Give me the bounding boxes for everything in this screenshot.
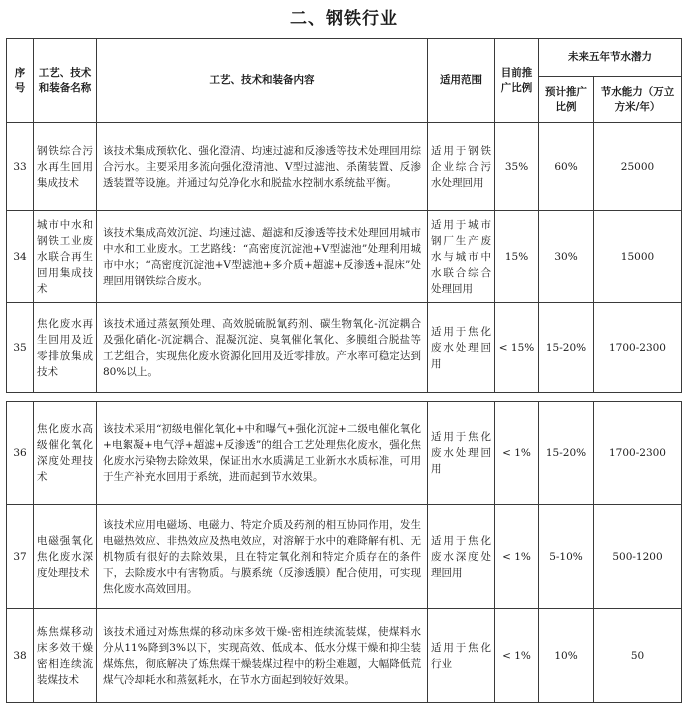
table-row	[7, 609, 682, 703]
header-capacity: 节水能力（万立方米/年）	[594, 77, 682, 123]
row-name: 钢铁综合污水再生回用集成技术	[34, 123, 97, 211]
row-capacity: 1700-2300	[594, 402, 682, 505]
row-capacity: 15000	[594, 211, 682, 303]
technology-table-part1	[6, 38, 682, 393]
row-seq: 38	[7, 609, 34, 703]
row-scope: 适用于城市钢厂生产废水与城市中水联合综合处理回用	[428, 211, 495, 303]
row-capacity: 25000	[594, 123, 682, 211]
header-current-ratio: 目前推广比例	[495, 39, 539, 123]
row-seq: 36	[7, 402, 34, 505]
row-expected-ratio: 30%	[539, 211, 594, 303]
row-content: 该技术采用“初级电催化氧化+中和曝气+强化沉淀+二级电催化氧化+电絮凝+电气浮+超滤+反渗透”的组合工艺处理焦化废水，强化焦化废水污染物去除效果，保证出水水质满足工业新水水质标准，可用于生产补充水回用于系统，进而起到节水效果。	[97, 402, 428, 505]
row-content: 该技术应用电磁场、电磁力、特定介质及药剂的相互协同作用，发生电磁热效应、非热效应及热电效应，对溶解于水中的难降解有机、无机物质有很好的去除效果，且在特定氧化剂和特定介质存在的条件下，去除废水中有害物质。与膜系统（反渗透膜）配合使用，可实现焦化废水高效回用。	[97, 505, 428, 609]
header-potential: 未来五年节水潜力	[539, 39, 682, 77]
section-title: 二、钢铁行业	[290, 9, 398, 29]
row-seq: 35	[7, 303, 34, 393]
header-seq: 序号	[7, 39, 34, 123]
row-expected-ratio: 10%	[539, 609, 594, 703]
row-expected-ratio: 5-10%	[539, 505, 594, 609]
row-scope: 适用于焦化废水处理回用	[428, 303, 495, 393]
row-name: 电磁强氧化焦化废水深度处理技术	[34, 505, 97, 609]
row-current-ratio: < 1%	[495, 609, 539, 703]
row-name: 焦化废水高级催化氧化深度处理技术	[34, 402, 97, 505]
row-content: 该技术通过对炼焦煤的移动床多效干燥-密相连续流装煤，使煤料水分从11%降到3%以下，实现高效、低成本、低水分煤干燥和抑尘装煤炼焦，彻底解决了炼焦煤干燥装煤过程中的粉尘难题，大幅降低荒煤气冷却耗水和蒸氨耗水，在节水方面起到较好效果。	[97, 609, 428, 703]
row-expected-ratio: 15-20%	[539, 402, 594, 505]
row-scope: 适用于焦化废水处理回用	[428, 402, 495, 505]
technology-table-part2	[6, 401, 682, 703]
header-scope: 适用范围	[428, 39, 495, 123]
row-current-ratio: 35%	[495, 123, 539, 211]
header-name: 工艺、技术和装备名称	[34, 39, 97, 123]
table-row	[7, 123, 682, 211]
row-current-ratio: < 1%	[495, 505, 539, 609]
table-row	[7, 505, 682, 609]
row-capacity: 50	[594, 609, 682, 703]
row-name: 焦化废水再生回用及近零排放集成技术	[34, 303, 97, 393]
row-content: 该技术集成高效沉淀、均速过滤、超滤和反渗透等技术处理回用城市中水和工业废水。工艺路线：“高密度沉淀池+V型滤池”处理利用城市中水；“高密度沉淀池+V型滤池+多介质+超滤+反渗透+混床”处理回用钢铁综合废水。	[97, 211, 428, 303]
row-current-ratio: < 1%	[495, 402, 539, 505]
row-seq: 33	[7, 123, 34, 211]
row-seq: 37	[7, 505, 34, 609]
row-expected-ratio: 60%	[539, 123, 594, 211]
row-content: 该技术集成预软化、强化澄清、均速过滤和反渗透等技术处理回用综合污水。主要采用多流向强化澄清池、V型过滤池、杀菌装置、反渗透装置等设施。并通过勾兑净化水和脱盐水控制水系统盐平衡。	[97, 123, 428, 211]
row-content: 该技术通过蒸氨预处理、高效脱硫脱氰药剂、碳生物氧化-沉淀耦合及强化硝化-沉淀耦合、混凝沉淀、臭氧催化氧化、多膜组合脱盐等工艺组合，实现焦化废水资源化回用及近零排放。产水率可稳定达到80%以上。	[97, 303, 428, 393]
row-current-ratio: 15%	[495, 211, 539, 303]
row-scope: 适用于钢铁企业综合污水处理回用	[428, 123, 495, 211]
row-capacity: 1700-2300	[594, 303, 682, 393]
row-seq: 34	[7, 211, 34, 303]
table-row	[7, 211, 682, 303]
header-expected-ratio: 预计推广比例	[539, 77, 594, 123]
row-capacity: 500-1200	[594, 505, 682, 609]
table-row	[7, 402, 682, 505]
row-name: 炼焦煤移动床多效干燥密相连续流装煤技术	[34, 609, 97, 703]
header-content: 工艺、技术和装备内容	[97, 39, 428, 123]
row-scope: 适用于焦化行业	[428, 609, 495, 703]
row-current-ratio: < 15%	[495, 303, 539, 393]
table-row	[7, 303, 682, 393]
row-scope: 适用于焦化废水深度处理回用	[428, 505, 495, 609]
row-expected-ratio: 15-20%	[539, 303, 594, 393]
row-name: 城市中水和钢铁工业废水联合再生回用集成技术	[34, 211, 97, 303]
